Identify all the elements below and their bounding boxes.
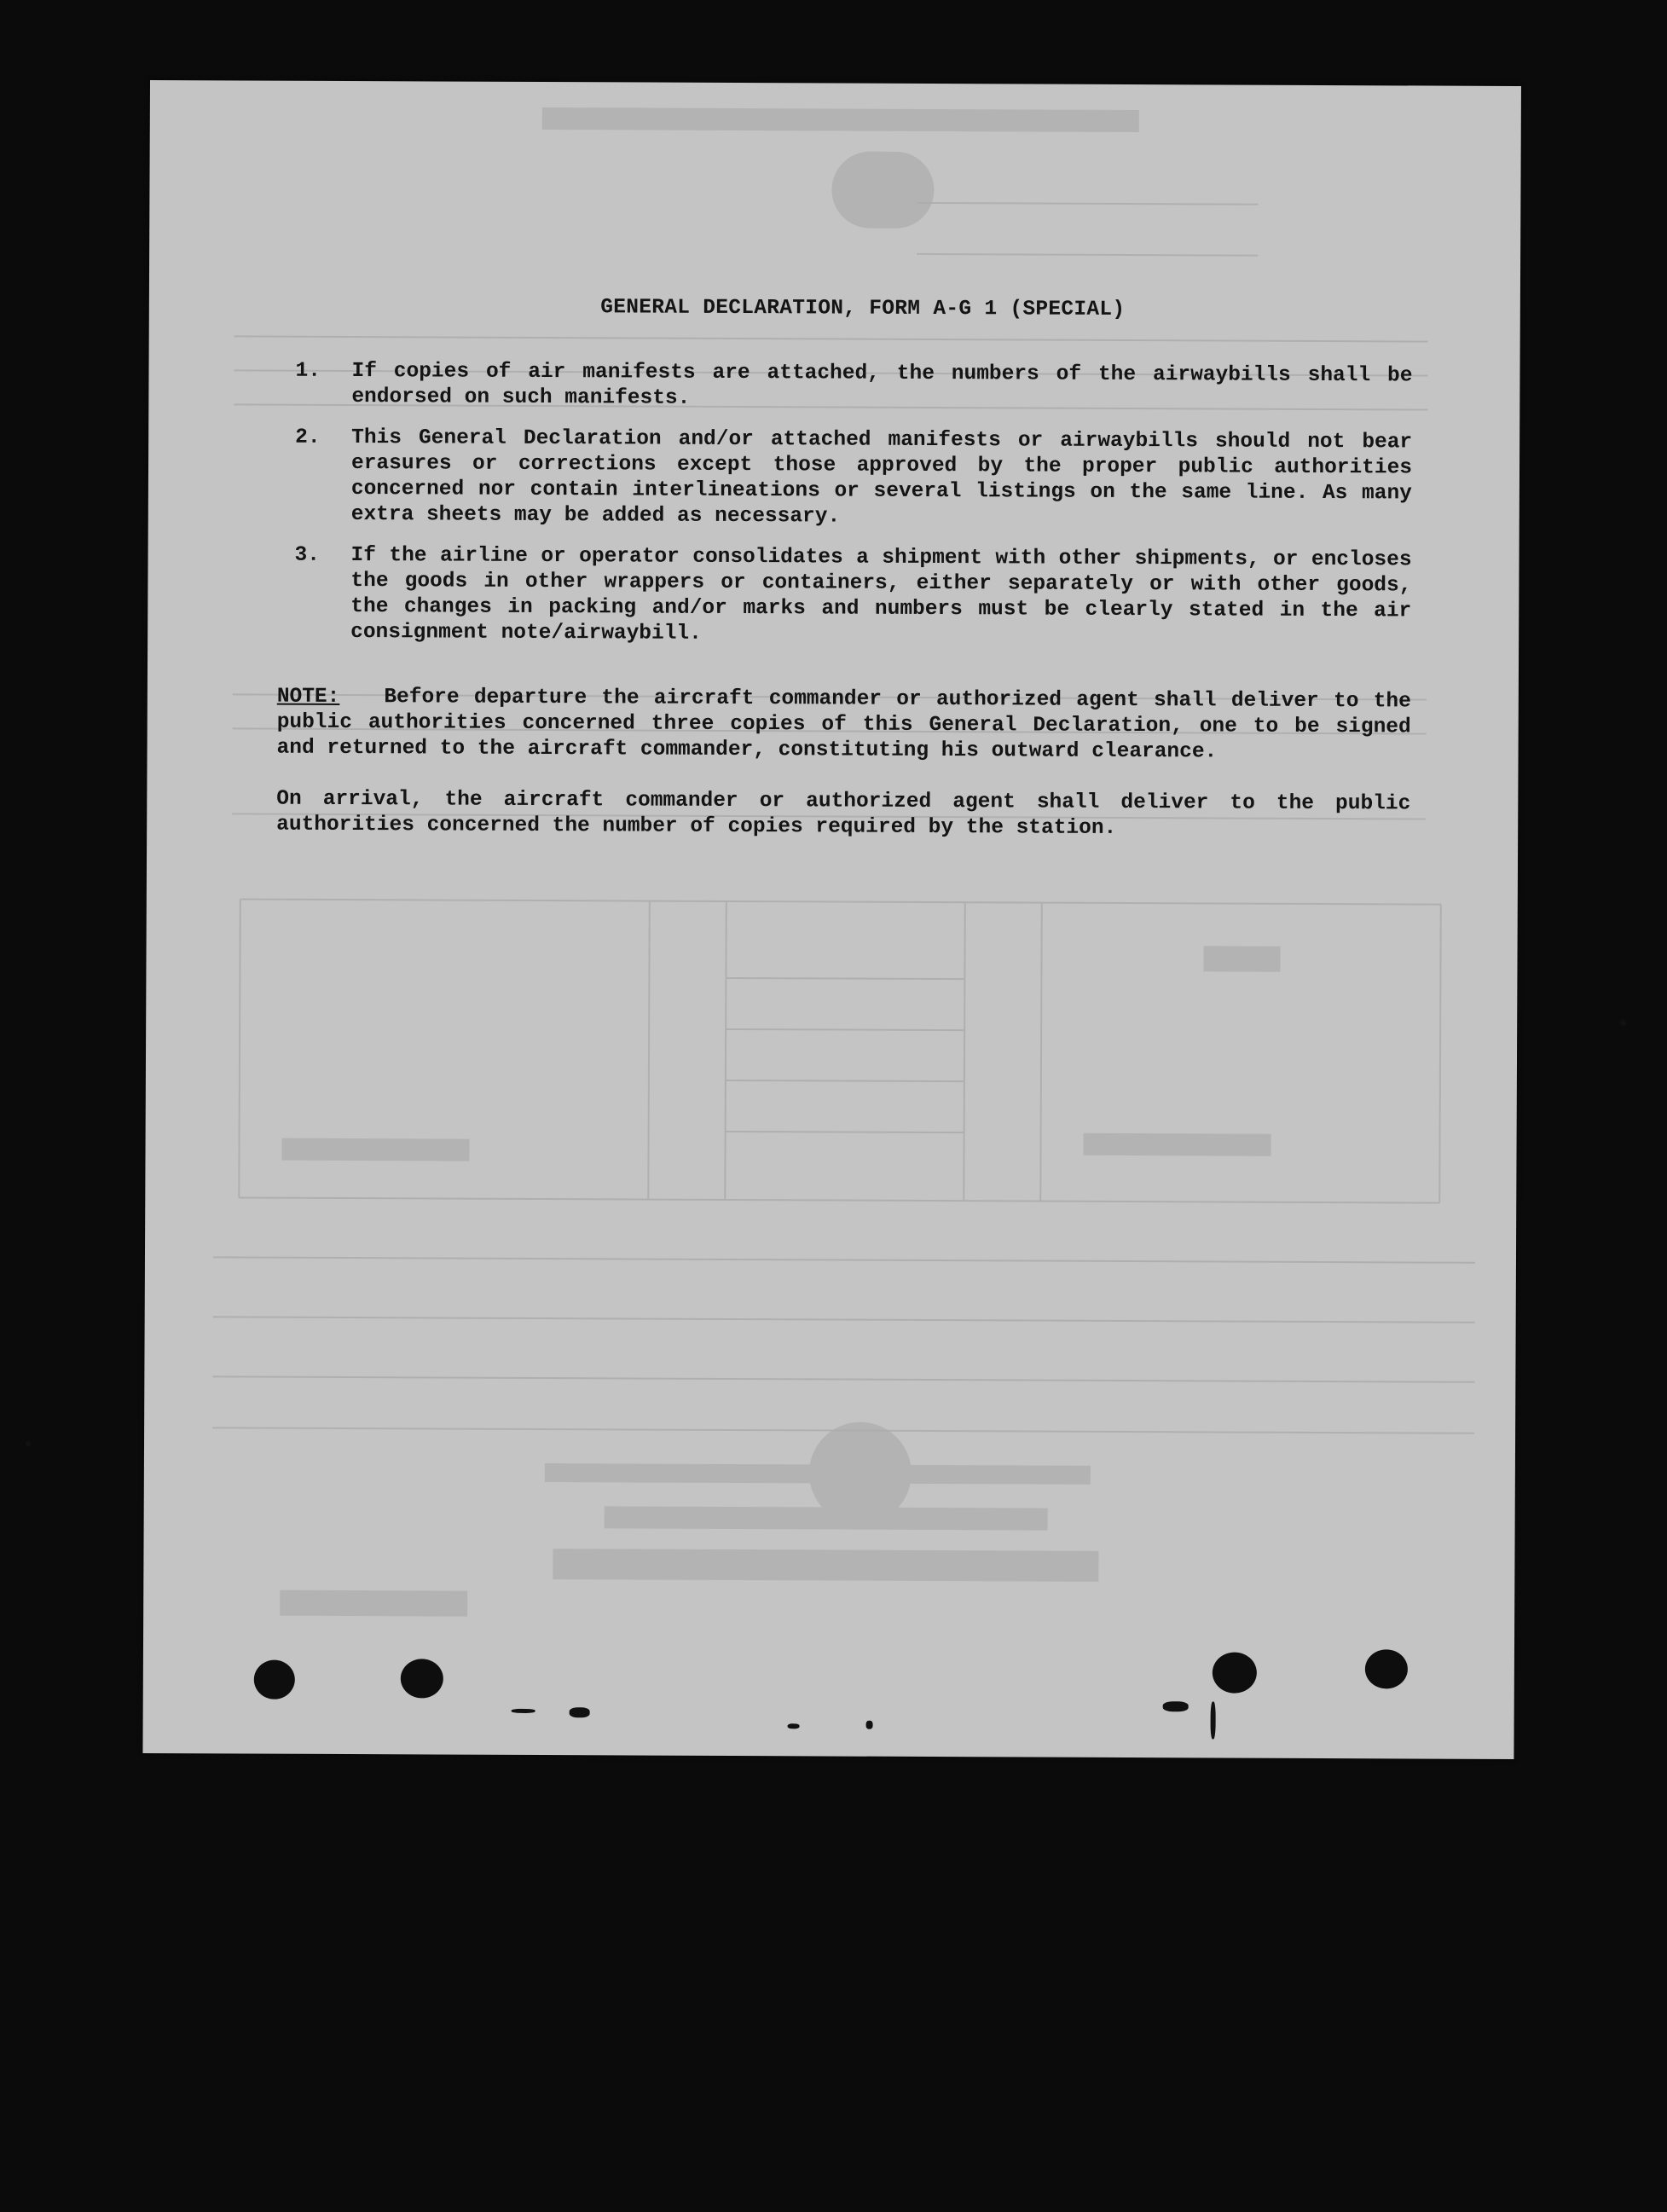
item-number: 2. <box>295 426 321 449</box>
paper-sheet <box>142 80 1521 1759</box>
punch-hole <box>1213 1652 1257 1693</box>
note-label: NOTE: <box>276 685 340 709</box>
punch-hole <box>1365 1649 1408 1688</box>
list-item <box>278 426 1413 533</box>
punch-hole <box>401 1659 443 1698</box>
ink-speck <box>1620 1020 1626 1026</box>
item-number: 1. <box>295 359 321 383</box>
ink-speck <box>512 1709 535 1713</box>
list-item <box>277 543 1412 651</box>
list-item <box>278 359 1412 415</box>
ink-speck <box>1211 1701 1216 1739</box>
ink-speck <box>570 1707 590 1717</box>
note-paragraph <box>277 685 1411 767</box>
item-text: If copies of air manifests are attached, the numbers of the airwaybills shall be endorsed on such manifests. <box>351 360 1413 410</box>
item-number: 3. <box>294 543 321 567</box>
item-text: If the airline or operator consolidates a shipment with other shipments, or encloses the goods in other wrappers or containers, either separately or with other goods, the changes in packing and/or marks and numbers must be clearly stated in the air consignment note/airwaybill. <box>350 544 1412 646</box>
item-text: This General Declaration and/or attached manifests or airwaybills should not bear erasures or corrections except those approved by the proper public authorities concerned nor contain interlineations or several listings on the same line. As many extra sheets may be added as necessary. <box>350 426 1413 529</box>
ink-speck <box>788 1723 800 1728</box>
ink-speck <box>1163 1701 1189 1711</box>
punch-hole <box>254 1660 295 1700</box>
ink-speck <box>26 1441 31 1446</box>
arrival-paragraph: On arrival, the aircraft commander or authorized agent shall deliver to the public authorities concerned the number of copies required by the station. <box>276 787 1411 840</box>
declaration-instructions <box>276 294 1413 843</box>
page-title: GENERAL DECLARATION, FORM A-G 1 (SPECIAL) <box>600 296 1126 321</box>
note-text: Before departure the aircraft commander or authorized agent shall deliver to the public authorities concerned three copies of this General Declaration, one to be signed and returned to the aircraft commander, constituting his outward clearance. <box>276 686 1411 764</box>
ink-speck <box>866 1721 873 1729</box>
